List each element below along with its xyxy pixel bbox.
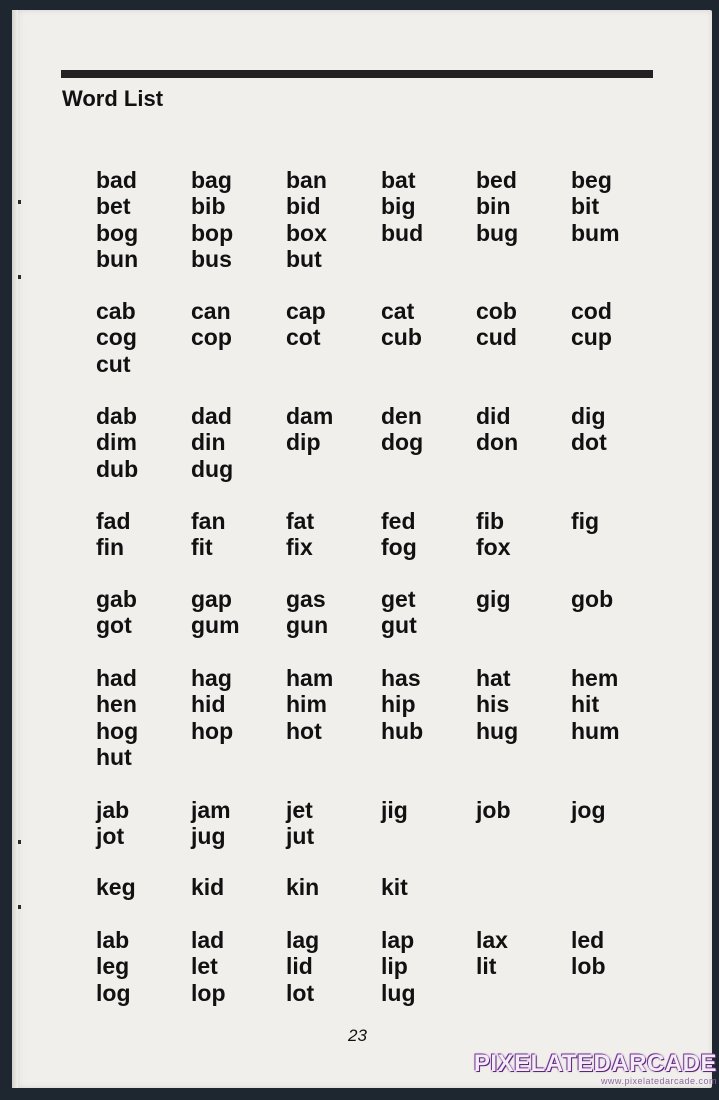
watermark-url: www.pixelatedarcade.com xyxy=(600,1076,717,1086)
word-item: lop xyxy=(191,979,226,1006)
word-list xyxy=(12,10,712,1088)
word-item: jig xyxy=(381,797,408,823)
word-item: job xyxy=(476,797,511,823)
word-item: ban xyxy=(286,167,327,193)
word-item: bib xyxy=(191,193,226,220)
word-item: get xyxy=(381,586,416,612)
word-item: lug xyxy=(381,979,416,1006)
word-item: bag xyxy=(191,167,232,193)
word-item: lap xyxy=(381,927,415,953)
word-item: box xyxy=(286,219,327,246)
word-item: fix xyxy=(286,534,313,561)
word-item: dub xyxy=(96,455,139,482)
word-item: leg xyxy=(96,953,130,980)
word-item: cot xyxy=(286,324,321,351)
word-item: jut xyxy=(286,823,315,850)
word-item: cat xyxy=(381,298,415,324)
word-item: keg xyxy=(96,874,136,900)
word-item: cup xyxy=(571,324,612,351)
word-item: bet xyxy=(96,193,131,220)
word-item: gas xyxy=(286,586,326,612)
word-item: him xyxy=(286,691,327,718)
word-item: dug xyxy=(191,455,234,482)
word-item: fib xyxy=(476,508,505,534)
word-item: fat xyxy=(286,508,315,534)
word-item: fin xyxy=(96,534,125,561)
word-item: lax xyxy=(476,927,508,953)
word-item: lid xyxy=(286,953,313,980)
word-item: hug xyxy=(476,717,519,744)
word-item: had xyxy=(96,665,137,691)
word-item: hid xyxy=(191,691,226,718)
word-item: fox xyxy=(476,534,511,561)
word-item: bit xyxy=(571,193,600,220)
word-item: dim xyxy=(96,429,137,456)
word-item: dab xyxy=(96,403,137,429)
word-item: fit xyxy=(191,534,213,561)
word-item: den xyxy=(381,403,422,429)
page-number: 23 xyxy=(348,1026,367,1045)
word-item: let xyxy=(191,953,218,980)
word-item: cob xyxy=(476,298,517,324)
word-item: cop xyxy=(191,324,232,351)
word-item: gab xyxy=(96,586,137,612)
word-item: hot xyxy=(286,717,322,744)
word-item: din xyxy=(191,429,226,456)
word-item: lip xyxy=(381,953,408,980)
word-item: fan xyxy=(191,508,226,534)
word-item: hub xyxy=(381,717,424,744)
word-item: hem xyxy=(571,665,619,691)
word-item: hag xyxy=(191,665,232,691)
word-item: hip xyxy=(381,691,416,718)
word-item: has xyxy=(381,665,421,691)
word-item: hut xyxy=(96,743,132,770)
word-item: gum xyxy=(191,612,240,639)
word-item: dam xyxy=(286,403,334,429)
word-item: can xyxy=(191,298,231,324)
word-item: fog xyxy=(381,534,417,561)
word-item: hog xyxy=(96,717,139,744)
word-item: dot xyxy=(571,429,607,456)
word-item: gap xyxy=(191,586,232,612)
word-item: bug xyxy=(476,219,519,246)
word-item: log xyxy=(96,979,131,1006)
word-item: bed xyxy=(476,167,517,193)
word-item: hum xyxy=(571,717,620,744)
word-item: hop xyxy=(191,717,234,744)
word-item: jog xyxy=(571,797,606,823)
word-item: bud xyxy=(381,219,424,246)
watermark-brand: PIXELATEDARCADE xyxy=(473,1050,717,1077)
word-item: bid xyxy=(286,193,321,220)
word-item: jet xyxy=(286,797,313,823)
word-item: bum xyxy=(571,219,620,246)
page-title: Word List xyxy=(62,86,164,111)
word-item: got xyxy=(96,612,132,639)
word-item: kit xyxy=(381,874,408,900)
word-item: gun xyxy=(286,612,329,639)
word-item: did xyxy=(476,403,511,429)
word-item: fed xyxy=(381,508,416,534)
word-item: bun xyxy=(96,245,139,272)
word-item: hat xyxy=(476,665,511,691)
word-item: cab xyxy=(96,298,136,324)
word-item: gig xyxy=(476,586,511,612)
word-item: dog xyxy=(381,429,424,456)
word-item: cut xyxy=(96,350,131,377)
word-item: bad xyxy=(96,167,137,193)
word-item: jam xyxy=(191,797,231,823)
word-item: lab xyxy=(96,927,130,953)
word-item: led xyxy=(571,927,605,953)
word-item: cap xyxy=(286,298,326,324)
word-item: jug xyxy=(191,823,226,850)
word-item: dip xyxy=(286,429,321,456)
word-item: cog xyxy=(96,324,137,351)
word-item: dig xyxy=(571,403,606,429)
word-item: bin xyxy=(476,193,511,220)
word-item: don xyxy=(476,429,519,456)
word-item: hen xyxy=(96,691,137,718)
word-item: hit xyxy=(571,691,600,718)
word-item: lob xyxy=(571,953,606,980)
word-item: bus xyxy=(191,245,232,272)
word-item: lit xyxy=(476,953,497,980)
word-item: cud xyxy=(476,324,517,351)
word-item: bog xyxy=(96,219,139,246)
word-item: lot xyxy=(286,979,315,1006)
word-item: beg xyxy=(571,167,612,193)
word-item: fig xyxy=(571,508,600,534)
word-item: ham xyxy=(286,665,334,691)
word-item: fad xyxy=(96,508,131,534)
word-item: jot xyxy=(96,823,125,850)
word-item: cod xyxy=(571,298,612,324)
word-item: big xyxy=(381,193,416,220)
word-item: his xyxy=(476,691,510,718)
watermark xyxy=(474,1052,717,1086)
word-item: gut xyxy=(381,612,417,639)
word-item: cub xyxy=(381,324,422,351)
word-item: lad xyxy=(191,927,225,953)
word-item: lag xyxy=(286,927,320,953)
word-item: jab xyxy=(96,797,130,823)
word-item: kin xyxy=(286,874,320,900)
word-item: gob xyxy=(571,586,614,612)
word-item: but xyxy=(286,245,322,272)
word-item: bat xyxy=(381,167,416,193)
word-item: kid xyxy=(191,874,225,900)
word-item: dad xyxy=(191,403,232,429)
booklet-page xyxy=(12,10,712,1088)
word-item: bop xyxy=(191,219,234,246)
